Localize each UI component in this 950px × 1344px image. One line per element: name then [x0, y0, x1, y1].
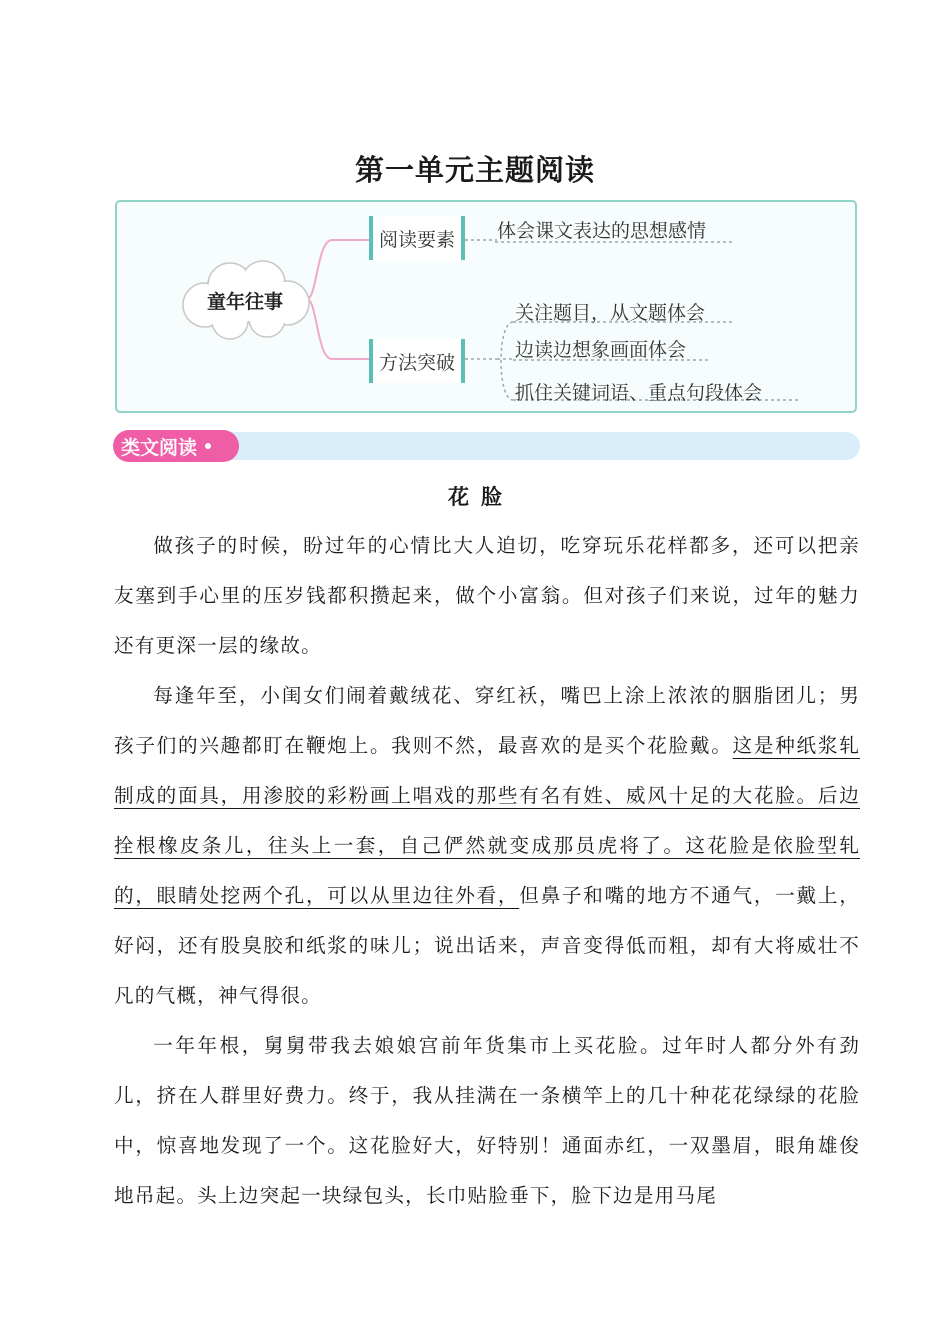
- article-body: [114, 521, 860, 1221]
- leaf-item: 关注题目，从文题体会: [515, 302, 706, 324]
- mind-map: [115, 200, 857, 413]
- paragraph-text: 但鼻子和嘴的地方不通气，一戴上，好闷，还有股臭胶和纸浆的味儿；说出话来，声音变得低而粗，却有大将威壮不凡的气概，神气得很。: [114, 884, 860, 1007]
- bullet-dot-icon: [205, 443, 211, 449]
- leaf-item: 体会课文表达的思想感情: [497, 220, 707, 242]
- branch-method-breakthrough: 方法突破: [369, 339, 465, 383]
- page-title: 第一单元主题阅读: [354, 153, 595, 187]
- section-badge: [113, 430, 239, 462]
- article-title: 花脸: [448, 485, 514, 509]
- branch-reading-elements: 阅读要素: [369, 216, 465, 260]
- paragraph-text: 每逢年至，小闺女们闹着戴绒花、穿红袄，嘴巴上涂上浓浓的胭脂团儿；男孩子们的兴趣都盯在鞭炮上。我则不然，最喜欢的是买个花脸戴。: [114, 684, 860, 757]
- leaf-item: 抓住关键词语、重点句段体会: [515, 382, 763, 404]
- paragraph: 一年年根，舅舅带我去娘娘宫前年货集市上买花脸。过年时人都分外有劲儿，挤在人群里好费力。终于，我从挂满在一条横竿上的几十种花花绿绿的花脸中，惊喜地发现了一个。这花脸好大，好特别！通面赤红，一双墨眉，眼角雄俊地吊起。头上边突起一块绿包头，长巾贴脸垂下，脸下边是用马尾: [114, 1034, 860, 1207]
- underlined-text: 这是种纸浆轧制成的面具，用渗胶的彩粉画上唱戏的那些有名有姓、威风十足的大花脸。后边拴根橡皮条儿，往头上一套，自己俨然就变成那员虎将了。这花脸是依脸型轧的，眼睛处挖两个孔，可以从里边往外看，: [114, 734, 860, 907]
- leaf-item: 边读边想象画面体会: [515, 339, 687, 361]
- paragraph: 做孩子的时候，盼过年的心情比大人迫切，吃穿玩乐花样都多，还可以把亲友塞到手心里的压岁钱都积攒起来，做个小富翁。但对孩子们来说，过年的魅力还有更深一层的缘故。: [114, 534, 860, 657]
- paragraph: [114, 671, 860, 1021]
- section-label: 类文阅读: [121, 436, 198, 459]
- mind-map-center: 童年往事: [206, 291, 283, 313]
